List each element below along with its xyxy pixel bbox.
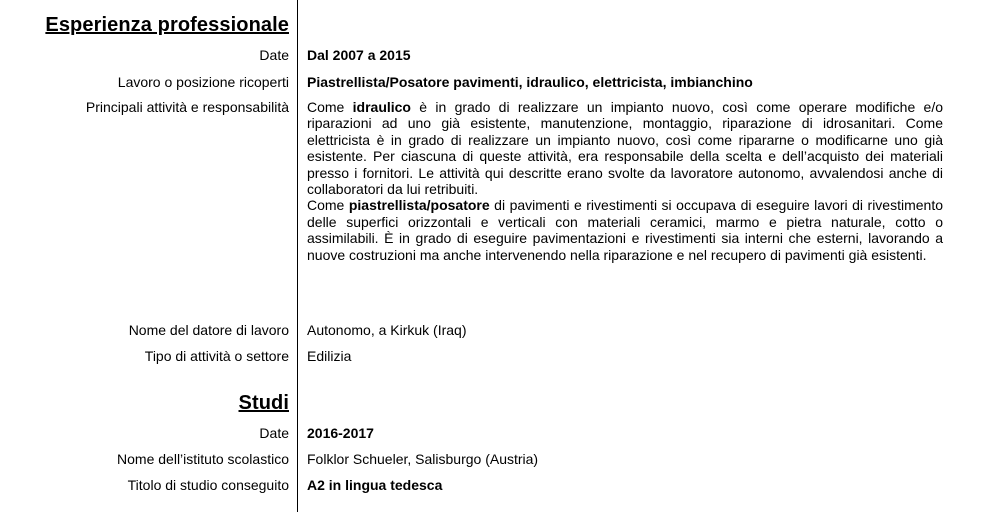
- text-span: Come: [307, 99, 353, 115]
- attivita-paragraph-1: [307, 99, 943, 197]
- value-date-studi: 2016-2017: [307, 425, 374, 441]
- attivita-paragraph-2: [307, 197, 943, 263]
- bold-idraulico: idraulico: [352, 99, 411, 115]
- label-istituto: Nome dell’istituto scolastico: [117, 451, 289, 467]
- text-span: è in grado di realizzare un impianto nuovo, così come operare modifiche e/o riparazioni ad uno già esistente, manutenzione, montaggio, riparazione di idrosanitari. Come elettricista è in grado di realizzare un impianto nuovo, così come ripararne o modificarne uno già esistente. Per ciascuna di queste attività, era responsabile della scelta e dell’acquisto dei materiali presso i fornitori. Le attività qui descritte erano svolte da lavoratore autonomo, avvalendosi anche di collaboratori da lui retribuiti.: [307, 99, 943, 198]
- text-span: di pavimenti e rivestimenti si occupava di eseguire lavori di rivestimento delle superfici orizzontali e verticali con materiali ceramici, marmo e pietra naturale, cotto o assimilabili. È in grado di eseguire pavimentazioni e rivestimenti sia interni che esterni, lavorando a nuove costruzioni ma anche intervenendo nella riparazione e nel recupero di pavimenti già esistenti.: [307, 197, 944, 263]
- value-date-esperienza: Dal 2007 a 2015: [307, 47, 411, 63]
- label-attivita: Principali attività e responsabilità: [85, 99, 289, 115]
- label-datore: Nome del datore di lavoro: [128, 322, 289, 338]
- text-span: Come: [307, 197, 349, 214]
- value-settore: Edilizia: [307, 348, 352, 364]
- label-settore: Tipo di attività o settore: [144, 348, 289, 364]
- attivita-description: [307, 99, 943, 263]
- bold-piastrellista: piastrellista/posatore: [348, 197, 490, 214]
- label-date-studi: Date: [259, 425, 289, 441]
- value-datore: Autonomo, a Kirkuk (Iraq): [307, 322, 467, 338]
- value-titolo: A2 in lingua tedesca: [307, 477, 443, 493]
- section-title-esperienza: Esperienza professionale: [45, 14, 289, 36]
- value-istituto: Folklor Schueler, Salisburgo (Austria): [307, 451, 539, 467]
- label-date-esperienza: Date: [259, 47, 289, 63]
- column-divider: [297, 0, 298, 512]
- value-posizione: Piastrellista/Posatore pavimenti, idraulico, elettricista, imbianchino: [307, 74, 753, 90]
- section-title-studi: Studi: [238, 392, 289, 414]
- label-posizione: Lavoro o posizione ricoperti: [117, 74, 289, 90]
- label-titolo: Titolo di studio conseguito: [127, 477, 289, 493]
